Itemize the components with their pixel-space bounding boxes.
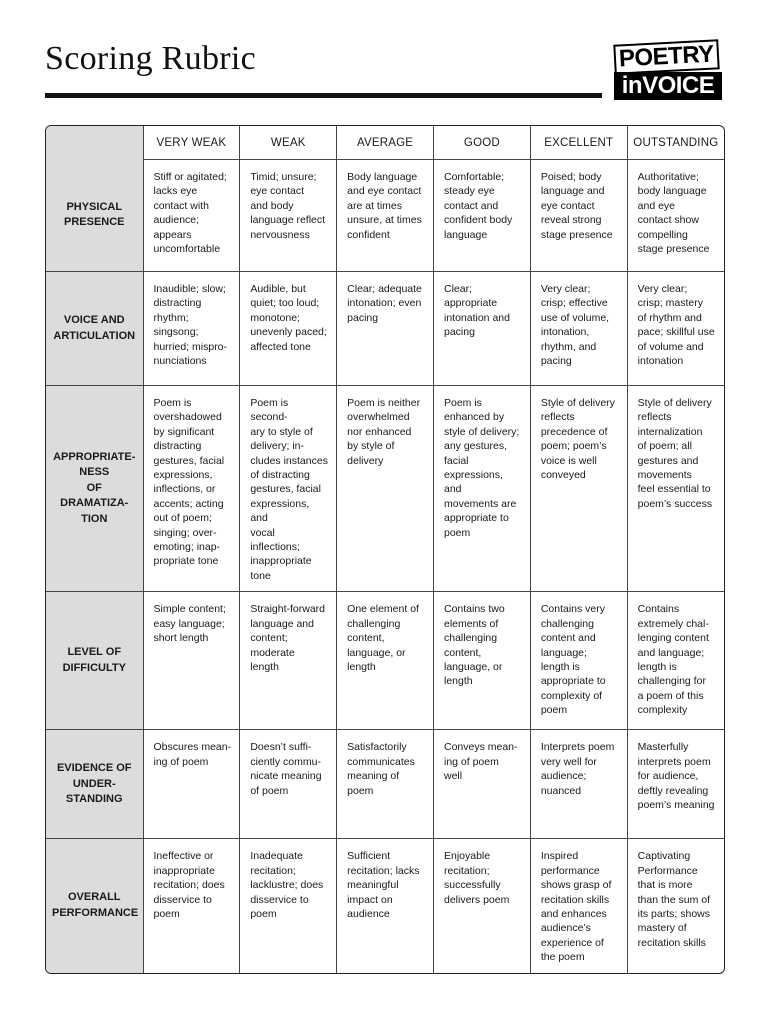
rubric-cell: Stiff or agitated; lacks eye contact with audience; appears uncomfortable <box>143 160 240 272</box>
rubric-cell: Contains very challenging content and language; length is appropriate to complexity of poem <box>530 592 627 730</box>
rubric-table <box>46 126 724 973</box>
criterion-label: PHYSICAL PRESENCE <box>46 160 143 272</box>
rubric-cell: Style of delivery reflects precedence of poem; poem’s voice is well conveyed <box>530 386 627 592</box>
logo-word-poetry: POETRY <box>613 39 719 74</box>
criterion-row-appropriateness-of-dramatization <box>46 386 724 592</box>
rubric-cell: Clear; adequate intonation; even pacing <box>337 272 434 386</box>
rubric-cell: Poem is neither overwhelmed nor enhanced by style of delivery <box>337 386 434 592</box>
level-header: WEAK <box>240 126 337 160</box>
page-title: Scoring Rubric <box>45 40 257 77</box>
rubric-cell: Contains extremely chal- lenging content and language; length is challenging for a poem of this complexity <box>627 592 724 730</box>
criterion-label: LEVEL OF DIFFICULTY <box>46 592 143 730</box>
rubric-cell: Enjoyable recitation; successfully delivers poem <box>433 839 530 973</box>
rubric-cell: Inspired performance shows grasp of recitation skills and enhances audience’s experience of the poem <box>530 839 627 973</box>
rubric-cell: Very clear; crisp; effective use of volume, intonation, rhythm, and pacing <box>530 272 627 386</box>
logo-word-invoice: inVOICE <box>614 72 722 100</box>
rubric-cell: Body language and eye contact are at times unsure, at times confident <box>337 160 434 272</box>
criterion-row-level-of-difficulty <box>46 592 724 730</box>
rubric-cell: Interprets poem very well for audience; nuanced <box>530 730 627 839</box>
criterion-row-voice-and-articulation <box>46 272 724 386</box>
rubric-cell: Poem is enhanced by style of delivery; any gestures, facial expressions, and movements are appropriate to poem <box>433 386 530 592</box>
rubric-cell: Simple content; easy language; short length <box>143 592 240 730</box>
rubric-cell: Masterfully interprets poem for audience, deftly revealing poem’s meaning <box>627 730 724 839</box>
level-header: GOOD <box>433 126 530 160</box>
rubric-cell: Obscures mean- ing of poem <box>143 730 240 839</box>
criterion-row-evidence-of-understanding <box>46 730 724 839</box>
poetry-in-voice-logo <box>612 42 724 102</box>
criterion-label: EVIDENCE OF UNDER- STANDING <box>46 730 143 839</box>
rubric-cell: Straight-forward language and content; moderate length <box>240 592 337 730</box>
rubric-cell: Satisfactorily communicates meaning of poem <box>337 730 434 839</box>
rubric-cell: Inadequate recitation; lacklustre; does disservice to poem <box>240 839 337 973</box>
rubric-cell: Poem is second- ary to style of delivery; in- cludes instances of distracting gestures, facial expressions, and vocal inflections; inappropriate tone <box>240 386 337 592</box>
rubric-cell: Authoritative; body language and eye contact show compelling stage presence <box>627 160 724 272</box>
level-header: OUTSTANDING <box>627 126 724 160</box>
level-header: VERY WEAK <box>143 126 240 160</box>
rubric-cell: One element of challenging content, language, or length <box>337 592 434 730</box>
rubric-cell: Style of delivery reflects internalization of poem; all gestures and movements feel essential to poem’s success <box>627 386 724 592</box>
criterion-label: VOICE AND ARTICULATION <box>46 272 143 386</box>
criterion-row-overall-performance <box>46 839 724 973</box>
corner-cell <box>46 126 143 160</box>
criterion-row-physical-presence <box>46 160 724 272</box>
rubric-cell: Timid; unsure; eye contact and body language reflect nervousness <box>240 160 337 272</box>
rubric-cell: Ineffective or inappropriate recitation; does disservice to poem <box>143 839 240 973</box>
criterion-label: OVERALL PERFORMANCE <box>46 839 143 973</box>
rubric-cell: Sufficient recitation; lacks meaningful impact on audience <box>337 839 434 973</box>
rubric-table-frame <box>45 125 725 974</box>
rubric-cell: Inaudible; slow; distracting rhythm; singsong; hurried; mispro- nunciations <box>143 272 240 386</box>
title-underline <box>45 93 602 98</box>
rubric-cell: Conveys mean- ing of poem well <box>433 730 530 839</box>
rubric-cell: Very clear; crisp; mastery of rhythm and pace; skillful use of volume and intonation <box>627 272 724 386</box>
rubric-cell: Poised; body language and eye contact reveal strong stage presence <box>530 160 627 272</box>
rubric-cell: Doesn’t suffi- ciently commu- nicate meaning of poem <box>240 730 337 839</box>
header-row <box>46 126 724 160</box>
criterion-label: APPROPRIATE- NESS OF DRAMATIZA- TION <box>46 386 143 592</box>
rubric-cell: Audible, but quiet; too loud; monotone; unevenly paced; affected tone <box>240 272 337 386</box>
level-header: EXCELLENT <box>530 126 627 160</box>
rubric-cell: Clear; appropriate intonation and pacing <box>433 272 530 386</box>
rubric-cell: Captivating Performance that is more than the sum of its parts; shows mastery of recitation skills <box>627 839 724 973</box>
rubric-cell: Contains two elements of challenging content, language, or length <box>433 592 530 730</box>
rubric-cell: Poem is overshadowed by significant distracting gestures, facial expressions, inflections, or accents; acting out of poem; singing; over- emoting; inap- propriate tone <box>143 386 240 592</box>
rubric-cell: Comfortable; steady eye contact and confident body language <box>433 160 530 272</box>
level-header: AVERAGE <box>337 126 434 160</box>
